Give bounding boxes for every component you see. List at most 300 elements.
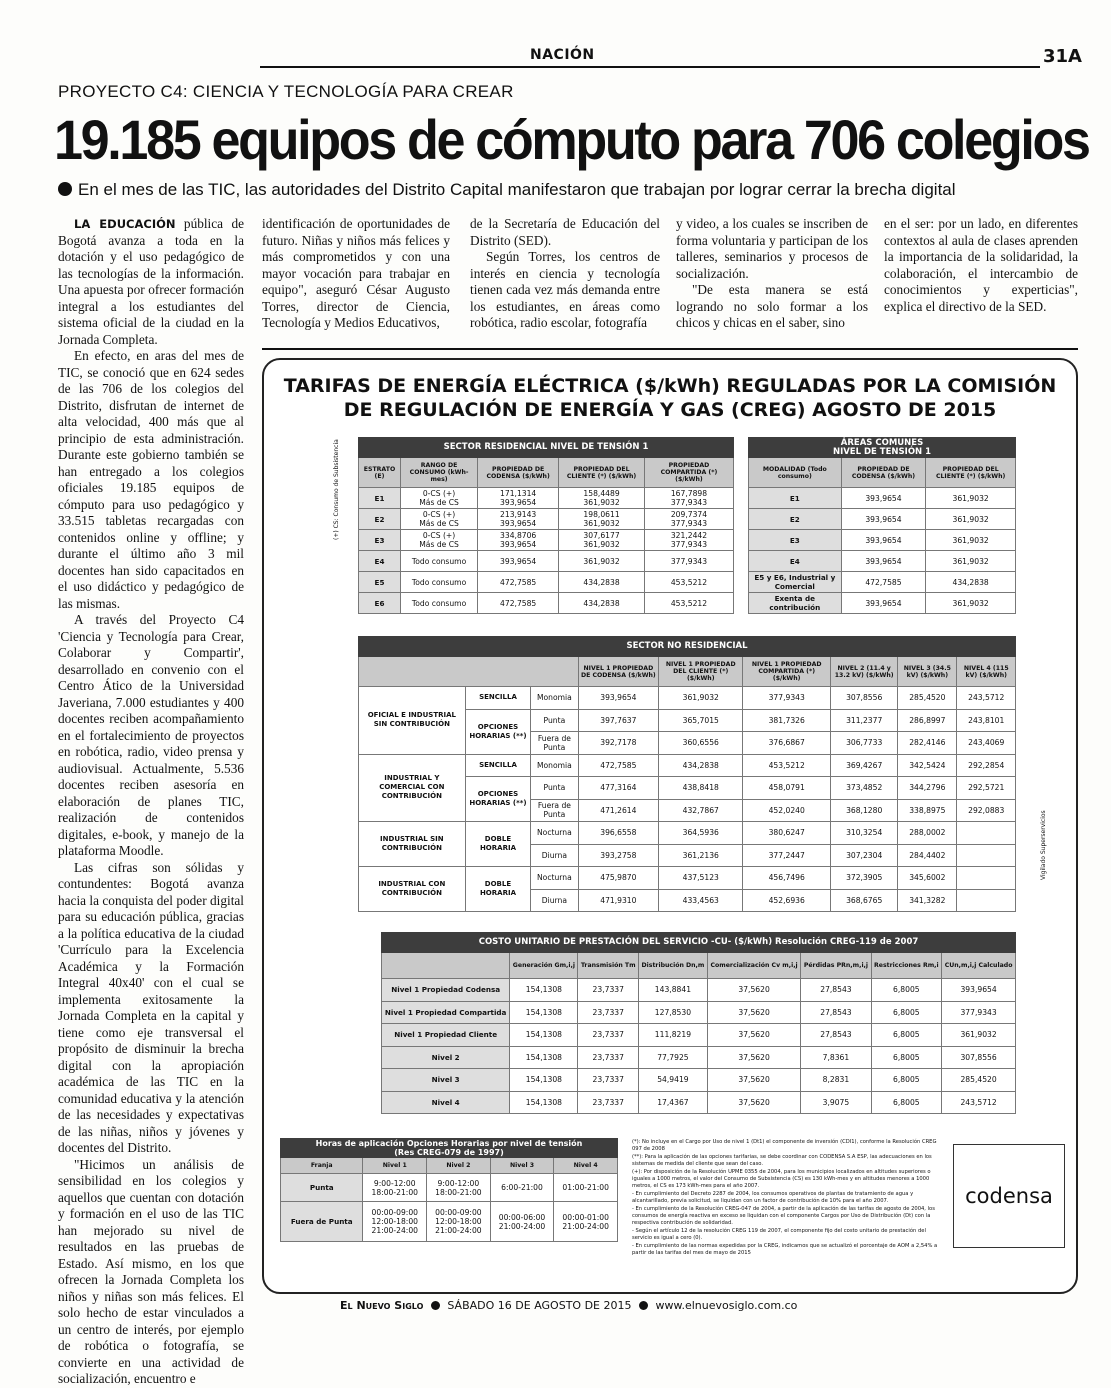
infographic-title: TARIFAS DE ENERGÍA ELÉCTRICA ($/kWh) REGULADAS POR LA COMISIÓN DE REGULACIÓN DE ENERGÍA Y GAS (CREG) AGOSTO DE 2015 [283, 375, 1057, 421]
value-cell [957, 844, 1016, 867]
value-cell: 198,0611 361,9032 [559, 509, 645, 530]
column-header: Nivel 3 [490, 1158, 554, 1174]
table-row [749, 530, 1016, 551]
hours-table [280, 1138, 618, 1242]
table-row [382, 933, 1016, 953]
group-label: OFICIAL E INDUSTRIAL SIN CONTRIBUCIÓN [359, 687, 466, 755]
value-cell: 393,9654 [942, 979, 1016, 1002]
range-cell: Todo consumo [401, 593, 478, 614]
value-cell: 393,9654 [478, 551, 559, 572]
value-cell: 475,9870 [578, 867, 659, 890]
table-row [382, 1091, 1016, 1114]
kicker: PROYECTO C4: CIENCIA Y TECNOLOGÍA PARA CREAR [58, 82, 514, 101]
value-cell: 472,7585 [478, 593, 559, 614]
value-cell: 453,5212 [644, 593, 733, 614]
value-cell: 369,4267 [831, 754, 898, 777]
row-label: E3 [359, 530, 401, 551]
value-cell: 380,6247 [743, 822, 831, 845]
value-cell: 381,7326 [743, 709, 831, 732]
mode-cell: Monomia [531, 754, 578, 777]
column-header: Restricciones Rm,i [871, 953, 942, 979]
value-cell: 154,1308 [510, 1091, 578, 1114]
row-label: E1 [749, 488, 842, 509]
value-cell: 321,2442 377,9343 [644, 530, 733, 551]
row-label: Exenta de contribución [749, 593, 842, 614]
subgroup-label: OPCIONES HORARIAS (**) [465, 777, 531, 822]
value-cell: 154,1308 [510, 1024, 578, 1047]
value-cell: 377,9343 [743, 687, 831, 710]
vigilado-mark: Vigilado Superservicios [1040, 810, 1047, 880]
paragraph: y video, a los cuales se inscriben de forma voluntaria y participan de los talleres, seminarios y procesos de socialización. [676, 216, 868, 281]
column-header: CUn,m,i,j Calculado [942, 953, 1016, 979]
paragraph: Las cifras son sólidas y contundentes: Bogotá avanza hacia la conquista del poder digital para su educación pública, gracias a la política educativa de la ciudad 'Currículo para la Excelencia Académica y la Formación Integral 40x40' con el cual se implementa exitosamente la Jornada Completa en la capital y tiene como eje transversal el propósito de disminuir la brecha digital con la apropiación académica de las TIC en la comunidad educativa y la atención de las necesidades y expectativas de las niñas, niños y jóvenes y docentes del Distrito. [58, 859, 244, 1155]
value-cell: 307,8556 [942, 1046, 1016, 1069]
table-row [359, 754, 1016, 777]
column-header: Comercialización Cv m,i,j [707, 953, 801, 979]
table-row [359, 657, 1016, 687]
table-row [359, 572, 734, 593]
column-header: NIVEL 3 (34.5 kV) ($/kWh) [898, 657, 957, 687]
table-row [382, 1024, 1016, 1047]
value-cell: 377,9343 [644, 551, 733, 572]
value-cell: 393,9654 [578, 687, 659, 710]
non-residential-table [358, 636, 1016, 912]
value-cell: 284,4402 [898, 844, 957, 867]
value-cell: 334,8706 393,9654 [478, 530, 559, 551]
value-cell: 154,1308 [510, 979, 578, 1002]
value-cell: 127,8530 [639, 1001, 708, 1024]
mode-cell: Diurna [531, 844, 578, 867]
table-row [749, 551, 1016, 572]
row-label: Nivel 2 [382, 1046, 510, 1069]
value-cell: 361,9032 [926, 509, 1016, 530]
mode-cell: Diurna [531, 889, 578, 912]
common-areas-table [748, 437, 1016, 614]
value-cell: 397,7637 [578, 709, 659, 732]
value-cell: 434,2838 [659, 754, 743, 777]
value-cell: 6,8005 [871, 1024, 942, 1047]
codensa-logo: codensa [953, 1144, 1065, 1248]
article-column-4 [676, 216, 868, 332]
row-label: Nivel 1 Propiedad Cliente [382, 1024, 510, 1047]
column-header: Nivel 1 [363, 1158, 427, 1174]
value-cell: 361,9032 [942, 1024, 1016, 1047]
value-cell: 243,5712 [957, 687, 1016, 710]
value-cell: 361,9032 [926, 593, 1016, 614]
subgroup-label: DOBLE HORARIA [465, 822, 531, 867]
section-name: NACIÓN [520, 47, 605, 63]
column-header: Distribución Dn,m [639, 953, 708, 979]
column-header: PROPIEDAD DE CODENSA ($/kWh) [841, 458, 926, 488]
value-cell: 17,4367 [639, 1091, 708, 1114]
group-label: INDUSTRIAL SIN CONTRIBUCIÓN [359, 822, 466, 867]
column-header: PROPIEDAD DEL CLIENTE (*) ($/kWh) [559, 458, 645, 488]
value-cell: 23,7337 [578, 1001, 639, 1024]
value-cell: 393,9654 [841, 551, 926, 572]
value-cell: 154,1308 [510, 1046, 578, 1069]
column-header: NIVEL 1 PROPIEDAD DE CODENSA ($/kWh) [578, 657, 659, 687]
mode-cell: Punta [531, 709, 578, 732]
value-cell: 307,2304 [831, 844, 898, 867]
table-row [382, 953, 1016, 979]
column-header: ESTRATO (E) [359, 458, 401, 488]
header-rule [260, 48, 1040, 68]
column-header: Generación Gm,i,j [510, 953, 578, 979]
value-cell: 288,0002 [898, 822, 957, 845]
value-cell: 37,5620 [707, 1001, 801, 1024]
bullet-icon [431, 1301, 440, 1310]
value-cell: 9:00-12:00 18:00-21:00 [427, 1174, 491, 1202]
table-row [749, 458, 1016, 488]
column-header: NIVEL 4 (115 kV) ($/kWh) [957, 657, 1016, 687]
value-cell: 6,8005 [871, 1069, 942, 1092]
value-cell: 243,4069 [957, 732, 1016, 755]
footer-url[interactable]: www.elnuevosiglo.com.co [655, 1299, 798, 1312]
value-cell: 285,4520 [898, 687, 957, 710]
table-caption: ÁREAS COMUNES NIVEL DE TENSIÓN 1 [749, 438, 1016, 458]
value-cell: 158,4489 361,9032 [559, 488, 645, 509]
column-header: Pérdidas PRn,m,i,j [801, 953, 871, 979]
value-cell: 23,7337 [578, 979, 639, 1002]
value-cell [957, 822, 1016, 845]
table-row [359, 687, 1016, 710]
value-cell: 452,6936 [743, 889, 831, 912]
paragraph: identificación de oportunidades de futuro. Niñas y niños más felices y más comprometidos y con una mayor vocación para trabajar en equipo", aseguró César Augusto Torres, director de Ciencia, Tecnología y Medios Educativos, [262, 216, 450, 330]
value-cell: 453,5212 [743, 754, 831, 777]
value-cell: 243,8101 [957, 709, 1016, 732]
value-cell: 37,5620 [707, 1091, 801, 1114]
residential-table [358, 437, 734, 614]
row-label: E4 [359, 551, 401, 572]
paragraph: LA EDUCACIÓN pública de Bogotá avanza a toda en la dotación y el uso pedagógico de las tecnologías de la información. Una apuesta por ofrecer formación integral a los estudiantes del sistema oficial de la ciudad en la Jornada Completa. [58, 216, 245, 347]
value-cell [957, 867, 1016, 890]
mode-cell: Punta [531, 777, 578, 800]
value-cell: 37,5620 [707, 979, 801, 1002]
value-cell: 213,9143 393,9654 [478, 509, 559, 530]
mode-cell: Fuera de Punta [531, 799, 578, 822]
value-cell: 376,6867 [743, 732, 831, 755]
column-header: PROPIEDAD DEL CLIENTE (*) ($/kWh) [926, 458, 1016, 488]
value-cell: 23,7337 [578, 1091, 639, 1114]
table-row [382, 979, 1016, 1002]
value-cell: 361,9032 [559, 551, 645, 572]
value-cell: 361,9032 [926, 530, 1016, 551]
column-header: Nivel 4 [554, 1158, 618, 1174]
subgroup-label: OPCIONES HORARIAS (**) [465, 709, 531, 754]
value-cell: 6:00-21:00 [490, 1174, 554, 1202]
value-cell: 27,8543 [801, 1024, 871, 1047]
value-cell: 477,3164 [578, 777, 659, 800]
footnote: - En cumplimiento de las normas expedidas por la CREG, indicamos que se actualizó el porcentaje de AOM a 2,54% a partir de las tarifas del mes de mayo de 2015 [632, 1243, 938, 1256]
value-cell: 00:00-01:00 21:00-24:00 [554, 1202, 618, 1242]
value-cell: 471,9310 [578, 889, 659, 912]
article-column-2 [262, 216, 450, 332]
footnote: - En cumplimiento de la Resolución CREG-047 de 2004, a partir de la aplicación de las tarifas de agosto de 2004, los consumos de energía reactiva en exceso se liquidan con el componente Cargos por Uso de Distribución (Dt) con la respectiva contribución de solidaridad. [632, 1206, 935, 1226]
value-cell: 37,5620 [707, 1024, 801, 1047]
value-cell: 292,0883 [957, 799, 1016, 822]
newspaper-brand: El Nuevo Siglo [340, 1299, 424, 1312]
column-header: PROPIEDAD DE CODENSA ($/kWh) [478, 458, 559, 488]
row-label: E3 [749, 530, 842, 551]
column-header [359, 657, 579, 687]
value-cell: 292,5721 [957, 777, 1016, 800]
value-cell: 27,8543 [801, 1001, 871, 1024]
footer [340, 1299, 797, 1312]
row-label: Nivel 3 [382, 1069, 510, 1092]
value-cell: 8,2831 [801, 1069, 871, 1092]
table-row [281, 1202, 618, 1242]
table-row [749, 572, 1016, 593]
footnote: (+): Por disposición de la Resolución UPME 0355 de 2004, para los municipios localizados en altitudes superiores o iguales a 1000 metros, el valor del Consumo de Subsistencia (CS) es 130 kWh-mes y en altitudes menores a 1000 metros, el CS es 173 kWh-mes para el año 2007. [632, 1169, 931, 1189]
value-cell: 154,1308 [510, 1069, 578, 1092]
table-row [359, 551, 734, 572]
column-header: NIVEL 2 (11.4 y 13.2 kV) ($/kWh) [831, 657, 898, 687]
group-label: INDUSTRIAL Y COMERCIAL CON CONTRIBUCIÓN [359, 754, 466, 822]
value-cell: 7,8361 [801, 1046, 871, 1069]
article-column-5 [884, 216, 1078, 315]
table-row [359, 438, 734, 458]
paragraph: En efecto, en aras del mes de TIC, se conoció que en 624 sedes de las 706 de los colegios del Distrito, disfrutan de internet de alta velocidad, 400 más que al principio de esta administración. Durante este gobierno también se han entregado a los colegios oficiales 19.185 equipos de cómputo para uso pedagógico y 33.515 tabletas recargadas con contenidos online y offline; y durante el último año 3 mil docentes han sido capacitados en el uso didáctico y pedagógico de las mismas. [58, 348, 244, 611]
value-cell: 438,8418 [659, 777, 743, 800]
table-row [359, 637, 1016, 657]
column-header: Nivel 2 [427, 1158, 491, 1174]
value-cell: 452,0240 [743, 799, 831, 822]
subgroup-label: DOBLE HORARIA [465, 867, 531, 912]
table-row [281, 1158, 618, 1174]
value-cell: 27,8543 [801, 979, 871, 1002]
value-cell: 6,8005 [871, 1091, 942, 1114]
value-cell: 361,2136 [659, 844, 743, 867]
table-row [749, 509, 1016, 530]
row-label: E6 [359, 593, 401, 614]
footer-date: SÁBADO 16 DE AGOSTO DE 2015 [447, 1299, 632, 1312]
value-cell: 6,8005 [871, 979, 942, 1002]
table-caption: COSTO UNITARIO DE PRESTACIÓN DEL SERVICIO -CU- ($/kWh) Resolución CREG-119 de 2007 [382, 933, 1016, 953]
column-header: RANGO DE CONSUMO (kWh-mes) [401, 458, 478, 488]
subgroup-label: SENCILLA [465, 754, 531, 777]
paragraph: "De esta manera se está logrando no solo formar a los chicos y chicas en el saber, sino [676, 282, 868, 330]
bullet-icon [639, 1301, 648, 1310]
value-cell: 456,7496 [743, 867, 831, 890]
row-label: Punta [281, 1174, 363, 1202]
value-cell: 434,2838 [559, 593, 645, 614]
subhead-text: En el mes de las TIC, las autoridades del Distrito Capital manifestaron que trabajan por lograr cerrar la brecha digital [78, 180, 956, 199]
value-cell: 167,7898 377,9343 [644, 488, 733, 509]
mode-cell: Fuera de Punta [531, 732, 578, 755]
value-cell: 286,8997 [898, 709, 957, 732]
value-cell: 453,5212 [644, 572, 733, 593]
value-cell: 472,7585 [841, 572, 926, 593]
value-cell: 307,8556 [831, 687, 898, 710]
subsistence-note: (+) CS: Consumo de Subsistencia [333, 439, 340, 540]
table-row [359, 593, 734, 614]
footnotes [632, 1139, 938, 1259]
value-cell: 364,5936 [659, 822, 743, 845]
headline: 19.185 equipos de cómputo para 706 colegios [54, 108, 1089, 171]
value-cell: 3,9075 [801, 1091, 871, 1114]
row-label: Fuera de Punta [281, 1202, 363, 1242]
value-cell: 432,7867 [659, 799, 743, 822]
value-cell: 154,1308 [510, 1001, 578, 1024]
value-cell: 9:00-12:00 18:00-21:00 [363, 1174, 427, 1202]
mode-cell: Monomia [531, 687, 578, 710]
value-cell: 6,8005 [871, 1001, 942, 1024]
column-header: NIVEL 1 PROPIEDAD DEL CLIENTE (*) ($/kWh) [659, 657, 743, 687]
table-caption: Horas de aplicación Opciones Horarias por nivel de tensión (Res CREG-079 de 1997) [281, 1139, 618, 1158]
value-cell: 338,8975 [898, 799, 957, 822]
value-cell: 372,3905 [831, 867, 898, 890]
value-cell: 361,9032 [926, 551, 1016, 572]
table-row [359, 509, 734, 530]
table-row [749, 488, 1016, 509]
range-cell: Todo consumo [401, 572, 478, 593]
footnote: (**): Para la aplicación de las opciones tarifarias, se debe coordinar con CODENSA S.A ESP, las adecuaciones en los sistemas de medida del cliente que sean del caso. [632, 1154, 932, 1167]
value-cell: 433,4563 [659, 889, 743, 912]
row-label: E2 [749, 509, 842, 530]
lead-caps: LA EDUCACIÓN [74, 217, 176, 231]
table-row [359, 488, 734, 509]
value-cell: 368,6765 [831, 889, 898, 912]
value-cell: 282,4146 [898, 732, 957, 755]
footnote: - En cumplimiento del Decreto 2287 de 2004, los consumos operativos de plantas de tratamiento de agua y alcantarillado, previa solicitud, se liquidan con un factor de contribución de 10% para el año 2007. [632, 1191, 914, 1204]
value-cell: 377,9343 [942, 1001, 1016, 1024]
value-cell: 368,1280 [831, 799, 898, 822]
value-cell: 111,8219 [639, 1024, 708, 1047]
divider [262, 348, 1078, 350]
value-cell [957, 889, 1016, 912]
unit-cost-table [381, 932, 1016, 1114]
column-header: PROPIEDAD COMPARTIDA (*) ($/kWh) [644, 458, 733, 488]
value-cell: 311,2377 [831, 709, 898, 732]
column-header [382, 953, 510, 979]
value-cell: 458,0791 [743, 777, 831, 800]
value-cell: 344,2796 [898, 777, 957, 800]
table-caption: SECTOR RESIDENCIAL NIVEL DE TENSIÓN 1 [359, 438, 734, 458]
table-row [382, 1046, 1016, 1069]
row-label: E5 y E6, Industrial y Comercial [749, 572, 842, 593]
value-cell: 37,5620 [707, 1069, 801, 1092]
row-label: E1 [359, 488, 401, 509]
footnote: - Según el artículo 12 de la resolución CREG 119 de 2007, el componente fijo del costo unitario de prestación del servicio es igual a cero (0). [632, 1228, 926, 1241]
value-cell: 472,7585 [578, 754, 659, 777]
table-caption: SECTOR NO RESIDENCIAL [359, 637, 1016, 657]
value-cell: 341,3282 [898, 889, 957, 912]
table-row [382, 1069, 1016, 1092]
column-header: Transmisión Tm [578, 953, 639, 979]
subgroup-label: SENCILLA [465, 687, 531, 710]
value-cell: 171,1314 393,9654 [478, 488, 559, 509]
paragraph: A través del Proyecto C4 'Ciencia y Tecnología para Crear, Colaborar y Compartir', desarrollado en convenio con el Centro Ático de la Universidad Javeriana, 7.000 estudiantes y 400 docentes reciben acompañamiento en el fortalecimiento de proyectos en robótica, radio, video prensa y audiovisual. Actualmente, 5.536 docentes reciben asesoría en elaboración de planes TIC, realización de contenidos digitales, e-book, y manejo de la plataforma Moodle. [58, 612, 244, 858]
row-label: E2 [359, 509, 401, 530]
table-row [359, 867, 1016, 890]
article-column-3 [470, 216, 660, 332]
row-label: Nivel 1 Propiedad Codensa [382, 979, 510, 1002]
value-cell: 54,9419 [639, 1069, 708, 1092]
paragraph: de la Secretaría de Educación del Distrito (SED). [470, 216, 660, 248]
value-cell: 310,3254 [831, 822, 898, 845]
table-row [359, 822, 1016, 845]
table-row [749, 593, 1016, 614]
article-column-1 [58, 216, 244, 1388]
value-cell: 393,9654 [841, 509, 926, 530]
subhead [58, 180, 1068, 200]
range-cell: 0-CS (+) Más de CS [401, 530, 478, 551]
range-cell: 0-CS (+) Más de CS [401, 509, 478, 530]
value-cell: 434,2838 [926, 572, 1016, 593]
paragraph: en el ser: por un lado, en diferentes contextos al aula de clases aprenden la importancia de la solidaridad, la colaboración, el intercambio de conocimientos y experticias", explica el directivo de la SED. [884, 216, 1078, 314]
value-cell: 393,9654 [841, 593, 926, 614]
column-header: NIVEL 1 PROPIEDAD COMPARTIDA (*) ($/kWh) [743, 657, 831, 687]
value-cell: 01:00-21:00 [554, 1174, 618, 1202]
table-row [359, 458, 734, 488]
value-cell: 393,9654 [841, 530, 926, 551]
range-cell: 0-CS (+) Más de CS [401, 488, 478, 509]
value-cell: 393,2758 [578, 844, 659, 867]
value-cell: 393,9654 [841, 488, 926, 509]
range-cell: Todo consumo [401, 551, 478, 572]
value-cell: 243,5712 [942, 1091, 1016, 1114]
value-cell: 306,7733 [831, 732, 898, 755]
mode-cell: Nocturna [531, 822, 578, 845]
value-cell: 392,7178 [578, 732, 659, 755]
value-cell: 472,7585 [478, 572, 559, 593]
table-row [749, 438, 1016, 458]
page-number: 31A [1043, 46, 1082, 67]
column-header: Franja [281, 1158, 363, 1174]
value-cell: 360,6556 [659, 732, 743, 755]
paragraph: Según Torres, los centros de interés en ciencia y tecnología tienen cada vez más demanda entre los estudiantes, en áreas como robótica, radio escolar, fotografía [470, 249, 660, 330]
row-label: Nivel 1 Propiedad Compartida [382, 1001, 510, 1024]
value-cell: 342,5424 [898, 754, 957, 777]
value-cell: 00:00-06:00 21:00-24:00 [490, 1202, 554, 1242]
value-cell: 307,6177 361,9032 [559, 530, 645, 551]
group-label: INDUSTRIAL CON CONTRIBUCIÓN [359, 867, 466, 912]
value-cell: 396,6558 [578, 822, 659, 845]
mode-cell: Nocturna [531, 867, 578, 890]
bullet-icon [58, 182, 72, 196]
value-cell: 365,7015 [659, 709, 743, 732]
table-row [281, 1139, 618, 1158]
value-cell: 345,6002 [898, 867, 957, 890]
row-label: E4 [749, 551, 842, 572]
footnote: (*): No incluye en el Cargo por Uso de nivel 1 (Dt1) el componente de inversión (CDI1), conforme la Resolución CREG 097 de 2008 [632, 1139, 937, 1152]
value-cell: 292,2854 [957, 754, 1016, 777]
row-label: Nivel 4 [382, 1091, 510, 1114]
value-cell: 23,7337 [578, 1069, 639, 1092]
value-cell: 23,7337 [578, 1046, 639, 1069]
value-cell: 361,9032 [926, 488, 1016, 509]
value-cell: 00:00-09:00 12:00-18:00 21:00-24:00 [363, 1202, 427, 1242]
value-cell: 373,4852 [831, 777, 898, 800]
table-row [359, 530, 734, 551]
value-cell: 434,2838 [559, 572, 645, 593]
value-cell: 377,2447 [743, 844, 831, 867]
value-cell: 00:00-09:00 12:00-18:00 21:00-24:00 [427, 1202, 491, 1242]
table-row [382, 1001, 1016, 1024]
value-cell: 471,2614 [578, 799, 659, 822]
value-cell: 285,4520 [942, 1069, 1016, 1092]
table-row [281, 1174, 618, 1202]
value-cell: 143,8841 [639, 979, 708, 1002]
value-cell: 6,8005 [871, 1046, 942, 1069]
value-cell: 77,7925 [639, 1046, 708, 1069]
column-header: MODALIDAD (Todo consumo) [749, 458, 842, 488]
row-label: E5 [359, 572, 401, 593]
value-cell: 361,9032 [659, 687, 743, 710]
paragraph: "Hicimos un análisis de sensibilidad en los colegios y aquellos que cuentan con dotación y formación en el uso de las TIC han mejorado su nivel de resultados en las pruebas de Estado. Así mismo, en los que ofrecen la Jornada Completa los niños y niñas son más felices. El solo hecho de estar vinculados a un centro de interés, por ejemplo de robótica o fotografía, se convierte en una actividad de socialización, encuentro e [58, 1156, 244, 1386]
value-cell: 37,5620 [707, 1046, 801, 1069]
value-cell: 209,7374 377,9343 [644, 509, 733, 530]
